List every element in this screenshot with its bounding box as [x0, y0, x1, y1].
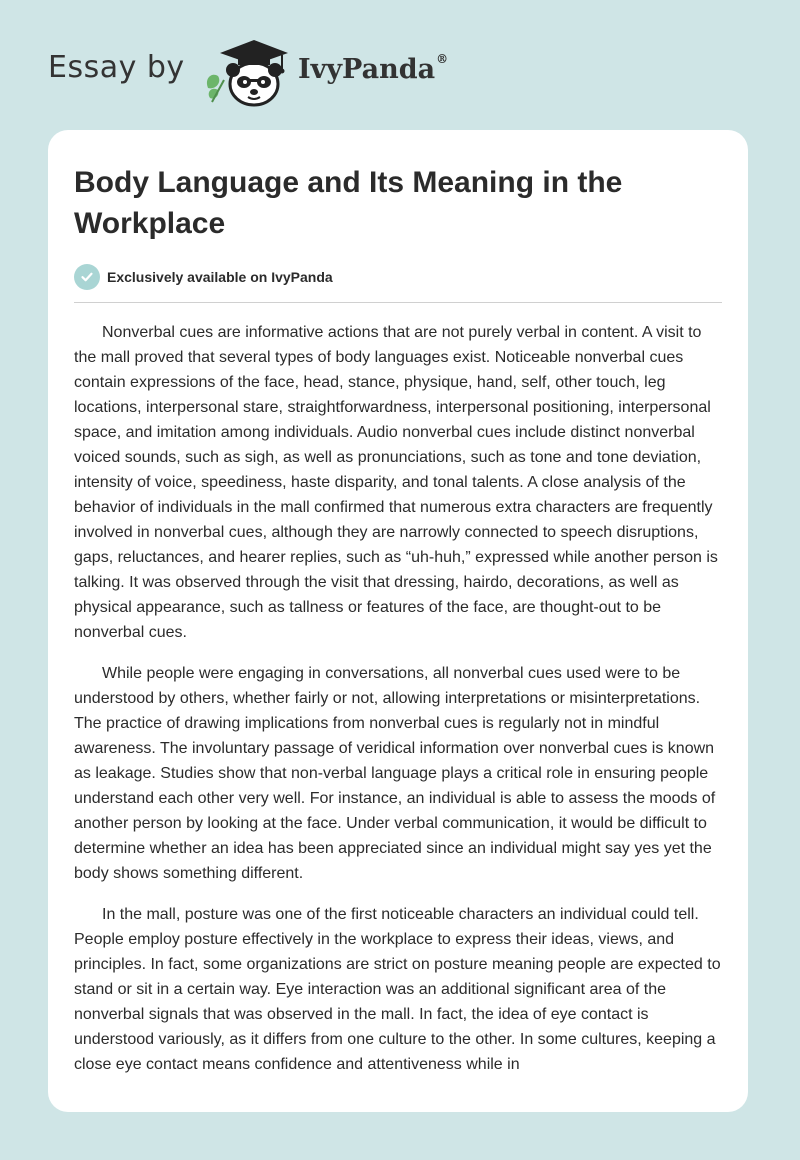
essay-title: Body Language and Its Meaning in the Workplace	[74, 166, 623, 240]
divider	[74, 302, 722, 303]
site-header	[48, 36, 468, 108]
paragraph: Nonverbal cues are informative actions that are not purely verbal in content. A visit to the mall proved that several types of body languages exist. Noticeable nonverbal cues contain expressions of the face, head, stance, physique, hand, self, other touch, leg locations, interpersonal stare, straightforwardness, interpersonal positioning, interpersonal space, and imitation among individuals. Audio nonverbal cues include distinct nonverbal voiced sounds, such as sigh, as well as pronunciations, such as tone and tone deviation, intensity of voice, speediness, haste disparity, and tonal talents. A close analysis of the behavior of individuals in the mall confirmed that numerous extra characters are frequently involved in nonverbal cues, although they are narrowly connected to speech disruptions, gaps, reluctances, and hearer replies, such as “uh-huh,” expressed while another person is talking. It was observed through the visit that dressing, hairdo, decorations, as well as physical appearance, such as tallness or features of the face, are thought-out to be nonverbal cues.	[74, 324, 718, 641]
exclusive-badge	[74, 264, 333, 290]
paragraph: In the mall, posture was one of the first noticeable characters an individual could tell. People employ posture effectively in the workplace to express their ideas, views, and principles. In fact, some organizations are strict on posture meaning people are expected to stand or sit in a certain way. Eye interaction was an additional significant area of the nonverbal signals that was observed in the mall. In fact, the idea of eye contact is understood variously, as it differs from one culture to the other. In some cultures, keeping a close eye contact means confidence and attentiveness while in	[74, 906, 721, 1073]
essay-body	[74, 320, 724, 1093]
paragraph: While people were engaging in conversations, all nonverbal cues used were to be understood by others, whether fairly or not, allowing interpretations or misinterpretations. The practice of drawing implications from nonverbal cues is regularly not in mindful awareness. The involuntary passage of veridical information over nonverbal cues is known as leakage. Studies show that non-verbal language plays a critical role in ensuring people understand each other very well. For instance, an individual is able to assess the moods of another person by looking at the face. Under verbal communication, it would be difficult to determine whether an idea has been appreciated since an individual might say yes yet the body shows something different.	[74, 665, 716, 882]
panda-graduate-logo-icon	[202, 36, 302, 110]
essay-card	[48, 130, 748, 1112]
check-circle-icon	[74, 264, 100, 290]
brand-name: IvyPanda®	[298, 52, 449, 85]
registered-mark: ®	[436, 52, 449, 66]
exclusive-label: Exclusively available on IvyPanda	[107, 269, 333, 285]
essay-by-label: Essay by	[48, 50, 185, 85]
